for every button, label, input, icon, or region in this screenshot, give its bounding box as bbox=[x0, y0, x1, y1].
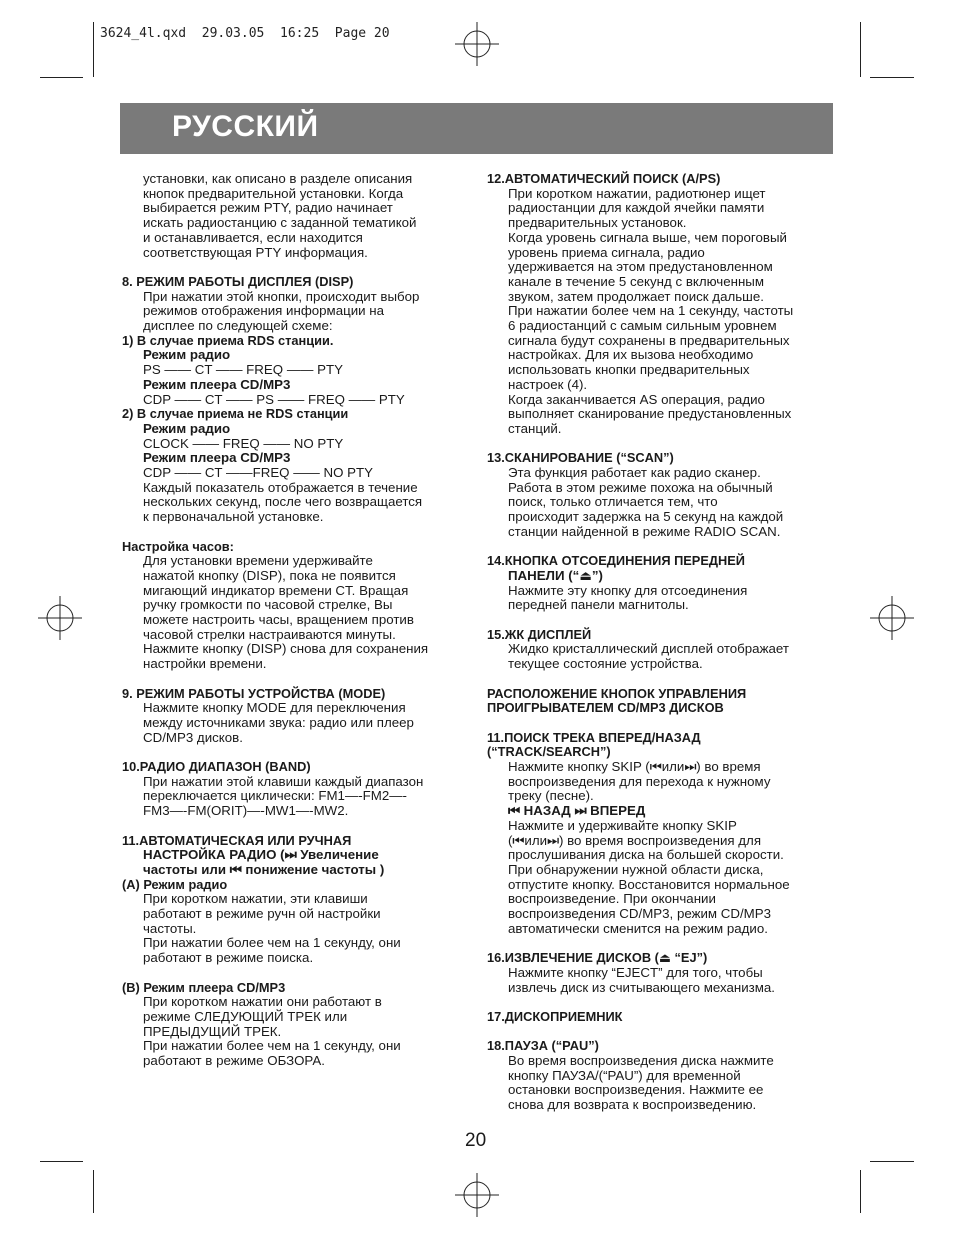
text-line: Работа в этом режиме похожа на обычный bbox=[508, 479, 773, 495]
spacer bbox=[487, 995, 832, 1010]
text-line: установки, как описано в разделе описания bbox=[143, 171, 413, 186]
section-heading: 15.ЖК ДИСПЛЕЙ bbox=[487, 626, 592, 642]
section-heading: 12.АВТОМАТИЧЕСКИЙ ПОИСК (A/PS) bbox=[487, 171, 721, 186]
text-line: между источниками звука: радио или плеер bbox=[143, 714, 414, 730]
spacer bbox=[487, 613, 832, 628]
text-line: Нажмите кнопку (DISP) снова для сохранения bbox=[143, 641, 429, 657]
section-heading: 18.ПАУЗА (“PAU”) bbox=[487, 1038, 599, 1054]
text-line: режимов отображения информации на bbox=[143, 303, 384, 319]
text-line: При коротком нажатии они работают в bbox=[143, 994, 382, 1010]
subheading: ПАНЕЛИ (“⏏”) bbox=[508, 567, 603, 583]
text-line: извлечь диск из считывающего механизма. bbox=[508, 979, 775, 995]
crop-mark bbox=[93, 1170, 94, 1213]
text-line: звуком, затем продолжает поиск дальше. bbox=[508, 288, 764, 304]
left-column bbox=[122, 172, 467, 1069]
text-line: Для установки времени удерживайте bbox=[143, 553, 373, 569]
spacer bbox=[487, 540, 832, 555]
text-line: настройках. Для их вызова необходимо bbox=[508, 347, 754, 363]
spacer bbox=[487, 672, 832, 687]
text-line: При нажатии более чем на 1 секунду, они bbox=[143, 1038, 401, 1054]
text-line: часовой стрелки настраиваются минуты. bbox=[143, 626, 396, 642]
print-slug: 3624_4l.qxd 29.03.05 16:25 Page 20 bbox=[100, 26, 390, 41]
crop-mark bbox=[860, 22, 861, 77]
crop-mark bbox=[40, 77, 83, 78]
spacer bbox=[487, 936, 832, 951]
text-line: кнопку ПАУЗА/(“PAU”) для временной bbox=[508, 1067, 741, 1083]
registration-target-top bbox=[455, 22, 499, 66]
text-line: нажатой кнопку (DISP), пока не появится bbox=[143, 567, 396, 583]
text-line: воспроизведения для перехода к нужному bbox=[508, 773, 771, 789]
text-line: и останавливается, если находится bbox=[143, 229, 363, 245]
text-line: Во время воспроизведения диска нажмите bbox=[508, 1053, 774, 1069]
text-line: частоты. bbox=[143, 920, 197, 936]
crop-mark bbox=[860, 1170, 861, 1213]
text-line: отпустите кнопку. Восстановится нормальное bbox=[508, 876, 790, 892]
section-heading: (B) Режим плеера CD/MP3 bbox=[122, 979, 286, 995]
text-line: воспроизведения CD/MP3, режим CD/MP3 bbox=[508, 906, 771, 922]
text-line: Нажмите кнопку “EJECT” для того, чтобы bbox=[508, 964, 763, 980]
text-line: работают в режиме ОБЗОРА. bbox=[143, 1053, 325, 1069]
text-line: выполняет сканирование предустановленных bbox=[508, 406, 792, 422]
crop-mark bbox=[870, 1161, 914, 1162]
text-line: Эта функция работает как радио сканер. bbox=[508, 465, 761, 481]
text-line: При нажатии этой кнопки, происходит выбор bbox=[143, 288, 420, 304]
text-line: автоматически сменится на режим радио. bbox=[508, 920, 768, 936]
subheading: Режим радио bbox=[143, 420, 231, 436]
spacer bbox=[122, 819, 467, 834]
text-line: дисплее по следующей схеме: bbox=[143, 318, 333, 334]
text-line: кнопок предварительной установки. Когда bbox=[143, 185, 404, 201]
text-line: снова для возврата к воспроизведению. bbox=[508, 1097, 757, 1113]
text-line: FM3—-FM(ORIT)—-MW1—-MW2. bbox=[143, 803, 349, 819]
section-heading: 16.ИЗВЛЕЧЕНИЕ ДИСКОВ (⏏ “EJ”) bbox=[487, 950, 708, 966]
text-line: работают в режиме поиска. bbox=[143, 950, 314, 966]
text-line: выбирается режим PTY, радио начинает bbox=[143, 200, 393, 216]
spacer bbox=[487, 437, 832, 452]
text-line: При нажатии более чем на 1 секунду, частоты bbox=[508, 303, 794, 319]
text-line: удерживается на этом предустановленном bbox=[508, 259, 773, 275]
text-line: CD/MP3 дисков. bbox=[143, 729, 243, 745]
crop-mark bbox=[40, 1161, 83, 1162]
text-line: происходит задержка на 5 секунд на каждой bbox=[508, 509, 784, 525]
text-line: канале в течение 5 секунд с включенным bbox=[508, 273, 764, 289]
spacer bbox=[122, 745, 467, 760]
text-line: треку (песне). bbox=[508, 788, 594, 804]
subheading: Режим радио bbox=[143, 347, 231, 363]
section-heading: 11.АВТОМАТИЧЕСКАЯ ИЛИ РУЧНАЯ bbox=[122, 832, 352, 848]
text-line: При коротком нажатии, эти клавиши bbox=[143, 891, 368, 907]
text-line: Нажмите кнопку MODE для переключения bbox=[143, 700, 406, 716]
page-number: 20 bbox=[465, 1130, 487, 1151]
section-heading: (A) Режим радио bbox=[122, 876, 228, 892]
section-heading: 9. РЕЖИМ РАБОТЫ УСТРОЙСТВА (MODE) bbox=[122, 685, 386, 701]
text-line: мигающий индикатор времени CT. Вращая bbox=[143, 582, 409, 598]
text-line: ручку громкости по часовой стрелке, Вы bbox=[143, 597, 393, 613]
section-heading: 11.ПОИСК ТРЕКА ВПЕРЕД/НАЗАД bbox=[487, 729, 701, 745]
text-line: остановки воспроизведения. Нажмите ее bbox=[508, 1082, 764, 1098]
text-line: использовать кнопки предварительных bbox=[508, 362, 750, 378]
text-line: к первоначальной установке. bbox=[143, 509, 324, 525]
text-line: При коротком нажатии, радиотюнер ищет bbox=[508, 185, 766, 201]
section-heading: ПРОИГРЫВАТЕЛЕМ CD/MP3 ДИСКОВ bbox=[487, 700, 724, 716]
spacer bbox=[122, 525, 467, 540]
text-line: станций. bbox=[508, 420, 562, 436]
text-line: При нажатии более чем на 1 секунду, они bbox=[143, 935, 401, 951]
text-line: настроек (4). bbox=[508, 376, 588, 392]
text-line: Жидко кристаллический дисплей отображает bbox=[508, 641, 789, 657]
text-line: станции найденной в режиме RADIO SCAN. bbox=[508, 523, 781, 539]
section-heading: 10.РАДИО ДИАПАЗОН (BAND) bbox=[122, 759, 311, 775]
section-heading: 2) В случае приема не RDS станции bbox=[122, 406, 349, 422]
text-line: радиостанции для каждой ячейки памяти bbox=[508, 200, 765, 216]
registration-target-right bbox=[870, 596, 914, 640]
text-line: ПРЕДЫДУЩИЙ ТРЕК. bbox=[143, 1023, 282, 1039]
spacer bbox=[122, 672, 467, 687]
language-banner bbox=[120, 103, 833, 154]
text-line: 6 радиостанций с самым сильным уровнем bbox=[508, 318, 777, 334]
spacer bbox=[487, 1025, 832, 1040]
text-line: соответствующая PTY информация. bbox=[143, 244, 368, 260]
text-line: Каждый показатель отображается в течение bbox=[143, 479, 418, 495]
subheading: Режим плеера CD/MP3 bbox=[143, 450, 291, 466]
subheading: НАСТРОЙКА РАДИО (⏭ Увеличение bbox=[143, 847, 379, 863]
text-line: При обнаружении нужной области диска, bbox=[508, 861, 764, 877]
text-line: нескольких секунд, после чего возвращается bbox=[143, 494, 423, 510]
text-line: Нажмите и удерживайте кнопку SKIP bbox=[508, 817, 737, 833]
section-heading: 8. РЕЖИМ РАБОТЫ ДИСПЛЕЯ (DISP) bbox=[122, 273, 354, 289]
text-line: PS —— CT —— FREQ —— PTY bbox=[143, 362, 343, 378]
spacer bbox=[122, 966, 467, 981]
registration-target-bottom bbox=[455, 1173, 499, 1217]
text-line: работают в режиме ручн ой настройки bbox=[143, 906, 381, 922]
section-heading: РАСПОЛОЖЕНИЕ КНОПОК УПРАВЛЕНИЯ bbox=[487, 685, 747, 701]
section-heading: (“TRACK/SEARCH”) bbox=[487, 744, 611, 760]
text-line: поиск, только отличается тем, что bbox=[508, 494, 718, 510]
text-line: Нажмите кнопку SKIP (⏮или⏭) во время bbox=[508, 759, 761, 775]
subheading: Режим плеера CD/MP3 bbox=[143, 376, 291, 392]
text-line: (⏮или⏭) во время воспроизведения для bbox=[508, 832, 762, 848]
text-line: искать радиостанцию с заданной тематикой bbox=[143, 215, 417, 231]
text-line: CLOCK —— FREQ —— NO PTY bbox=[143, 435, 344, 451]
text-line: режиме СЛЕДУЮЩИЙ ТРЕК или bbox=[143, 1008, 348, 1024]
text-line: Когда заканчивается AS операция, радио bbox=[508, 391, 765, 407]
section-heading: 1) В случае приема RDS станции. bbox=[122, 332, 334, 348]
text-line: переключается циклически: FM1—-FM2—- bbox=[143, 788, 407, 804]
text-line: воспроизведение. При окончании bbox=[508, 891, 716, 907]
spacer bbox=[122, 260, 467, 275]
text-line: текущее состояние устройства. bbox=[508, 656, 703, 672]
registration-target-left bbox=[38, 596, 82, 640]
subheading: ⏮ НАЗАД ⏭ ВПЕРЕД bbox=[508, 803, 646, 819]
section-heading: 14.КНОПКА ОТСОЕДИНЕНИЯ ПЕРЕДНЕЙ bbox=[487, 553, 745, 569]
section-heading: 13.СКАНИРОВАНИЕ (“SCAN”) bbox=[487, 450, 674, 466]
page-title: РУССКИЙ bbox=[172, 110, 319, 143]
subheading: частоты или ⏮ понижение частоты ) bbox=[143, 861, 385, 877]
text-line: CDP —— CT —— PS —— FREQ —— PTY bbox=[143, 391, 405, 407]
text-line: сигнала будут сохранены в предварительных bbox=[508, 332, 790, 348]
text-line: Нажмите эту кнопку для отсоединения bbox=[508, 582, 748, 598]
text-line: предварительных установок. bbox=[508, 215, 687, 231]
crop-mark bbox=[870, 77, 914, 78]
section-heading: Настройка часов: bbox=[122, 538, 234, 554]
text-line: При нажатии этой клавиши каждый диапазон bbox=[143, 773, 424, 789]
text-line: прослушивания диска на большей скорости. bbox=[508, 847, 784, 863]
text-line: уровень приема сигнала, радио bbox=[508, 244, 705, 260]
text-line: Когда уровень сигнала выше, чем пороговый bbox=[508, 229, 787, 245]
crop-mark bbox=[93, 22, 94, 77]
section-heading: 17.ДИСКОПРИЕМНИК bbox=[487, 1008, 623, 1024]
spacer bbox=[487, 716, 832, 731]
right-column bbox=[487, 172, 832, 1113]
text-line: настройки времени. bbox=[143, 656, 267, 672]
text-line: передней панели магнитолы. bbox=[508, 597, 689, 613]
text-line: можете настроить часы, вращением против bbox=[143, 612, 414, 628]
text-line: CDP —— CT ——FREQ —— NO PTY bbox=[143, 465, 374, 481]
